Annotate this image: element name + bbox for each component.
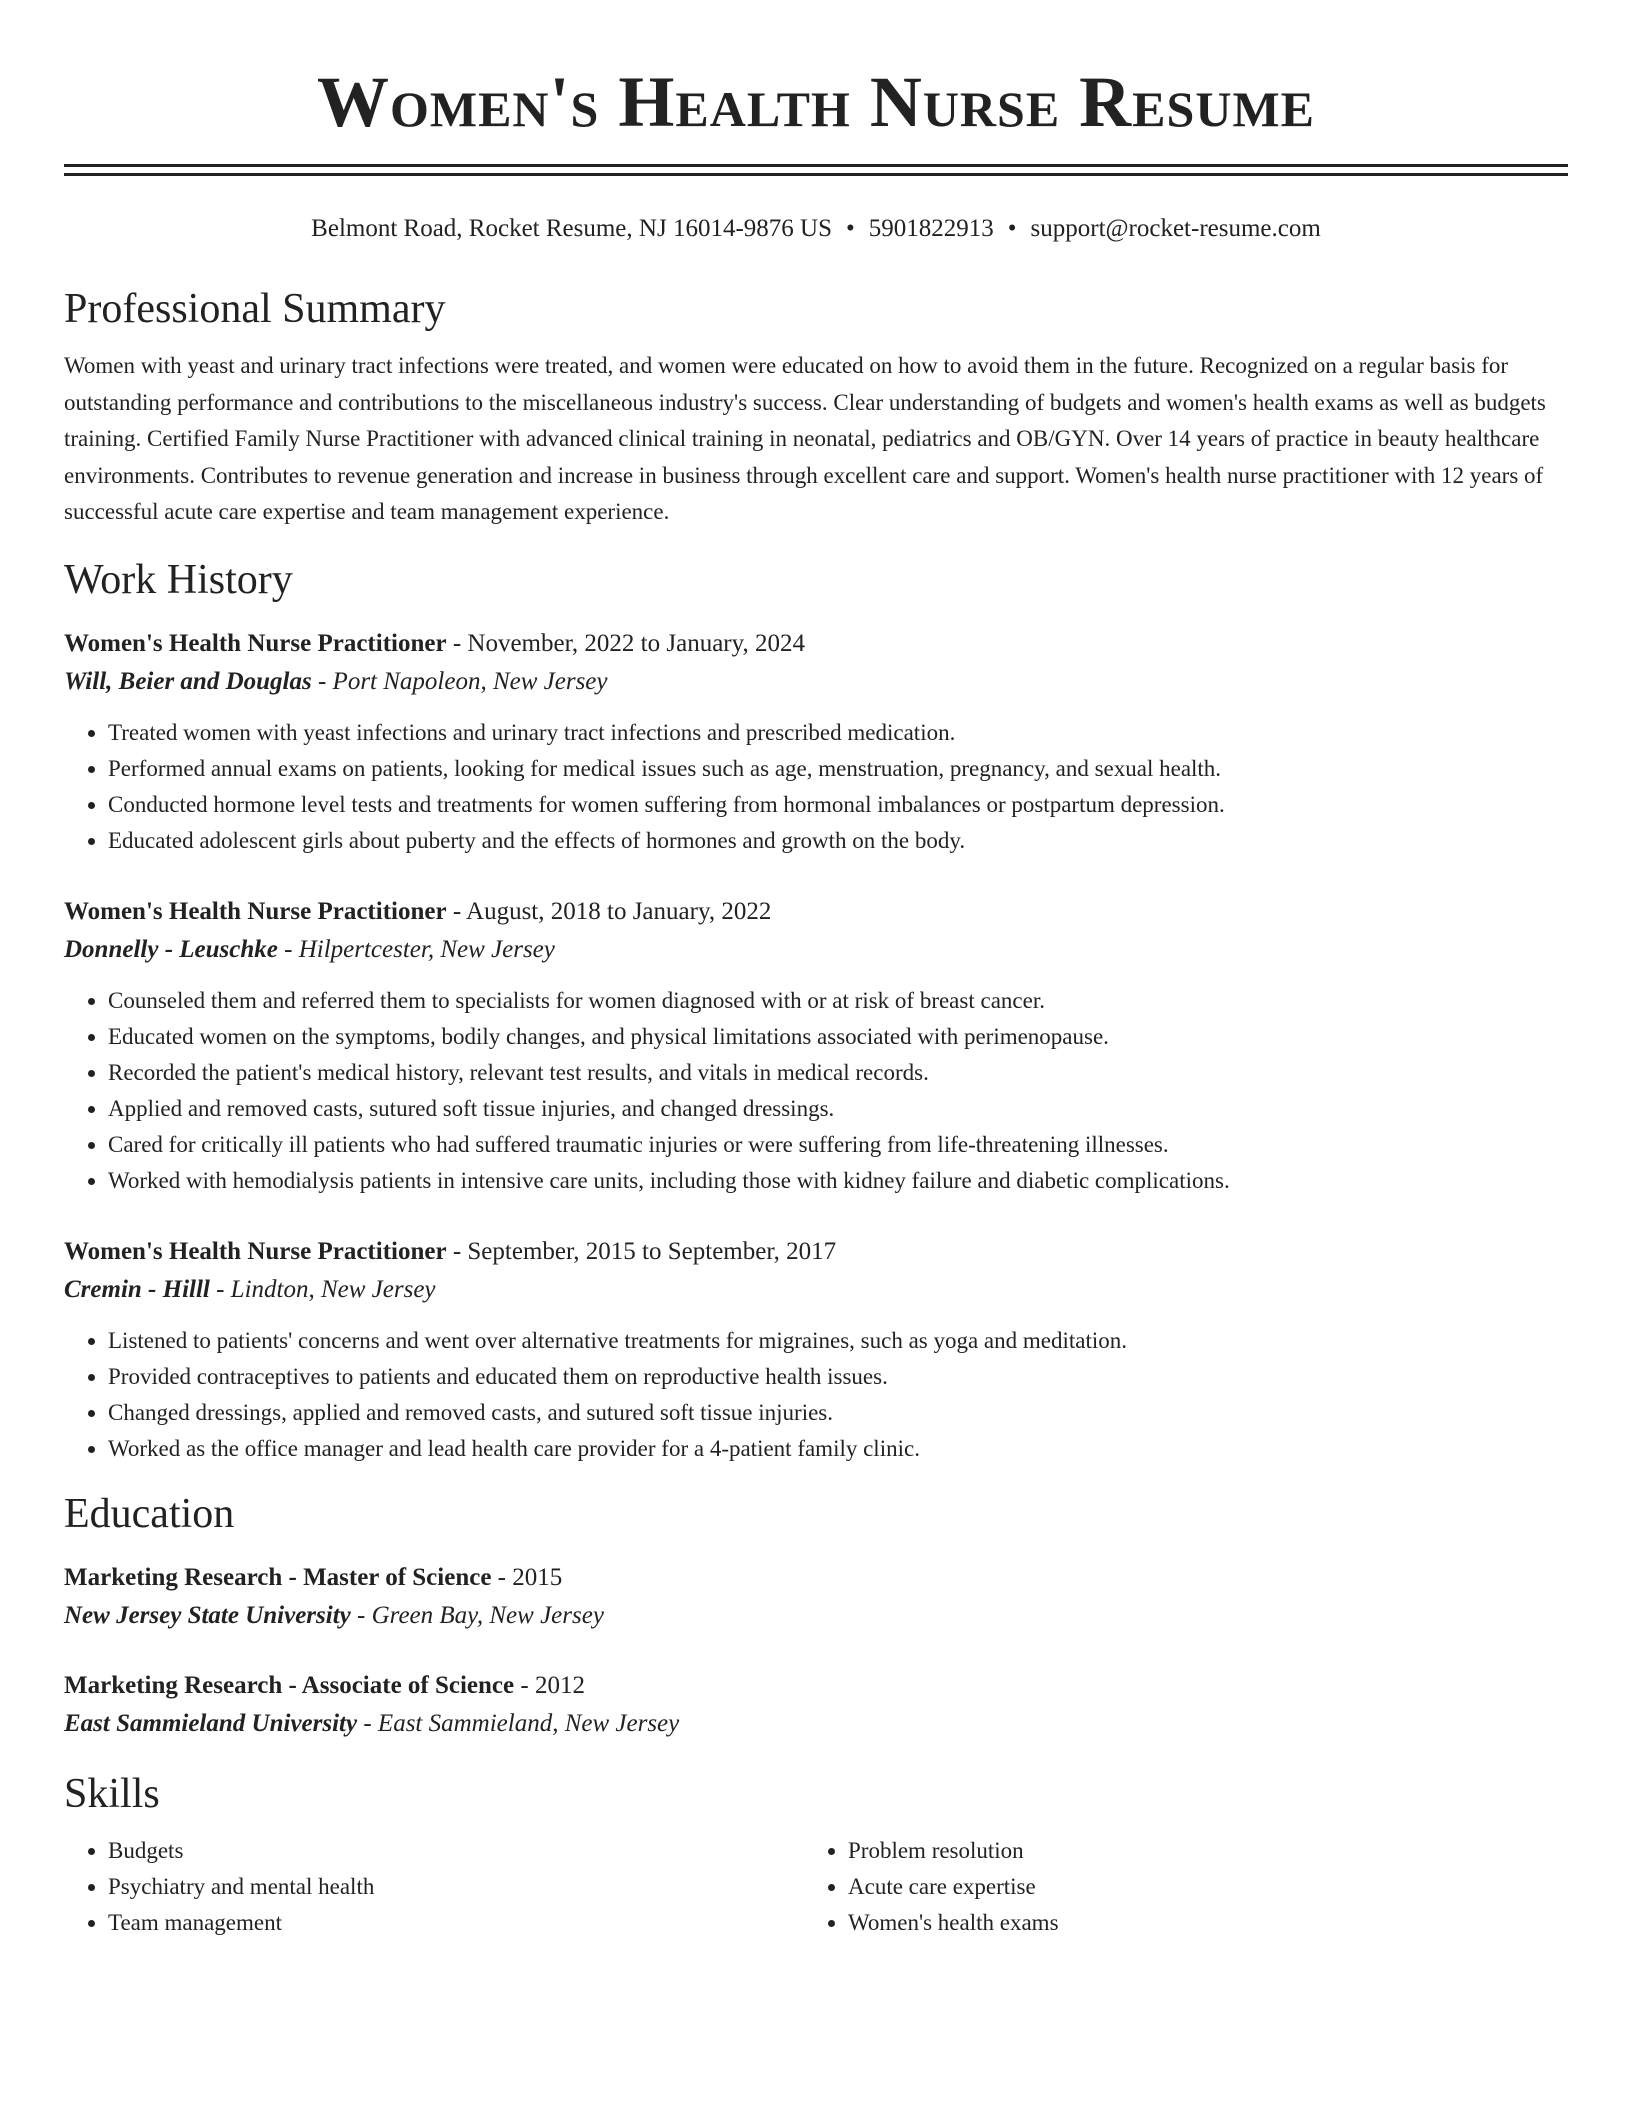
skills-column-left — [64, 1833, 804, 1941]
job-location: - Lindton, New Jersey — [209, 1275, 436, 1303]
job-company: Will, Beier and Douglas — [64, 667, 312, 695]
job-employer — [64, 663, 1568, 701]
skill-item: • Team management — [108, 1905, 804, 1941]
summary-text: Women with yeast and urinary tract infections were treated, and women were educated on how to avoid them in the future. Recognized on a regular basis for outstanding performance and contributions to the miscellaneous industry's success. Clear understanding of budgets and women's health exams as well as budgets training. Certified Family Nurse Practitioner with advanced clinical training in neonatal, pediatrics and OB/GYN. Over 14 years of practice in beauty healthcare environments. Contributes to revenue generation and increase in business through excellent care and support. Women's health nurse practitioner with 12 years of successful acute care expertise and team management experience. — [64, 353, 1546, 524]
education-location: - East Sammieland, New Jersey — [357, 1709, 680, 1737]
skill-item: • Budgets — [108, 1833, 804, 1869]
job-duties — [64, 1323, 1568, 1467]
job-entry — [64, 625, 1568, 859]
job-duty: • Cared for critically ill patients who had suffered traumatic injuries or were suffering from life-threatening illnesses. — [108, 1127, 1568, 1163]
job-duty: • Changed dressings, applied and removed casts, and sutured soft tissue injuries. — [108, 1395, 1568, 1431]
job-duties — [64, 983, 1568, 1199]
job-entry — [64, 893, 1568, 1199]
job-title: Women's Health Nurse Practitioner — [64, 1237, 447, 1265]
resume-title: Women's Health Nurse Resume — [317, 62, 1315, 142]
education-entry — [64, 1559, 1568, 1635]
job-title: Women's Health Nurse Practitioner — [64, 629, 447, 657]
job-duty: • Educated women on the symptoms, bodily changes, and physical limitations associated with perimenopause. — [108, 1019, 1568, 1055]
job-location: - Hilpertcester, New Jersey — [277, 935, 555, 963]
job-duty: • Treated women with yeast infections and urinary tract infections and prescribed medication. — [108, 715, 1568, 751]
skill-item: • Psychiatry and mental health — [108, 1869, 804, 1905]
job-duty: • Counseled them and referred them to specialists for women diagnosed with or at risk of breast cancer. — [108, 983, 1568, 1019]
contact-line — [64, 212, 1568, 246]
education-institution — [64, 1597, 1568, 1635]
skills-column-right — [804, 1833, 1544, 1941]
job-header — [64, 625, 1568, 663]
education-year: - 2012 — [514, 1671, 585, 1699]
education-year: - 2015 — [491, 1563, 563, 1591]
job-title: Women's Health Nurse Practitioner — [64, 897, 447, 925]
job-duty: • Applied and removed casts, sutured soft tissue injuries, and changed dressings. — [108, 1091, 1568, 1127]
skill-item: • Problem resolution — [848, 1833, 1544, 1869]
job-employer — [64, 1271, 1568, 1309]
title-divider-top — [64, 164, 1568, 167]
education-location: - Green Bay, New Jersey — [350, 1601, 604, 1629]
job-duty: • Provided contraceptives to patients and educated them on reproductive health issues. — [108, 1359, 1568, 1395]
job-header — [64, 893, 1568, 931]
job-entry — [64, 1233, 1568, 1467]
education-degree: Marketing Research - Master of Science — [64, 1563, 492, 1591]
job-duty: • Educated adolescent girls about puberty and the effects of hormones and growth on the body. — [108, 823, 1568, 859]
summary-heading: Professional Summary — [64, 286, 446, 332]
job-company: Donnelly - Leuschke — [64, 935, 278, 963]
education-degree: Marketing Research - Associate of Science — [64, 1671, 515, 1699]
job-duties — [64, 715, 1568, 859]
work-history-heading: Work History — [64, 556, 293, 603]
job-duty: • Recorded the patient's medical history, relevant test results, and vitals in medical records. — [108, 1055, 1568, 1091]
job-location: - Port Napoleon, New Jersey — [311, 667, 608, 695]
skills-heading: Skills — [64, 1770, 160, 1817]
job-header — [64, 1233, 1568, 1271]
contact-phone: 5901822913 — [868, 215, 994, 242]
job-duty: • Conducted hormone level tests and treatments for women suffering from hormonal imbalances or postpartum depression. — [108, 787, 1568, 823]
education-institution — [64, 1705, 1568, 1743]
job-company: Cremin - Hilll — [64, 1275, 210, 1303]
job-dates: - September, 2015 to September, 2017 — [446, 1237, 837, 1265]
skill-item: • Acute care expertise — [848, 1869, 1544, 1905]
contact-separator: • — [845, 215, 855, 242]
job-employer — [64, 931, 1568, 969]
job-duty: • Worked with hemodialysis patients in intensive care units, including those with kidney failure and diabetic complications. — [108, 1163, 1568, 1199]
job-duty: • Listened to patients' concerns and went over alternative treatments for migraines, such as yoga and meditation. — [108, 1323, 1568, 1359]
job-duty: • Worked as the office manager and lead health care provider for a 4-patient family clinic. — [108, 1431, 1568, 1467]
education-school: East Sammieland University — [64, 1709, 358, 1737]
job-duty: • Performed annual exams on patients, looking for medical issues such as age, menstruation, pregnancy, and sexual health. — [108, 751, 1568, 787]
job-dates: - November, 2022 to January, 2024 — [446, 629, 805, 657]
skill-item: • Women's health exams — [848, 1905, 1544, 1941]
contact-address: Belmont Road, Rocket Resume, NJ 16014-9876 US — [311, 215, 832, 242]
education-header — [64, 1559, 1568, 1597]
education-entry — [64, 1667, 1568, 1743]
contact-separator: • — [1007, 215, 1017, 242]
education-header — [64, 1667, 1568, 1705]
contact-email: support@rocket-resume.com — [1030, 215, 1321, 242]
skills-list — [64, 1833, 1568, 1941]
education-school: New Jersey State University — [64, 1601, 351, 1629]
education-heading: Education — [64, 1490, 235, 1537]
job-dates: - August, 2018 to January, 2022 — [446, 897, 772, 925]
title-divider-bottom — [64, 173, 1568, 176]
